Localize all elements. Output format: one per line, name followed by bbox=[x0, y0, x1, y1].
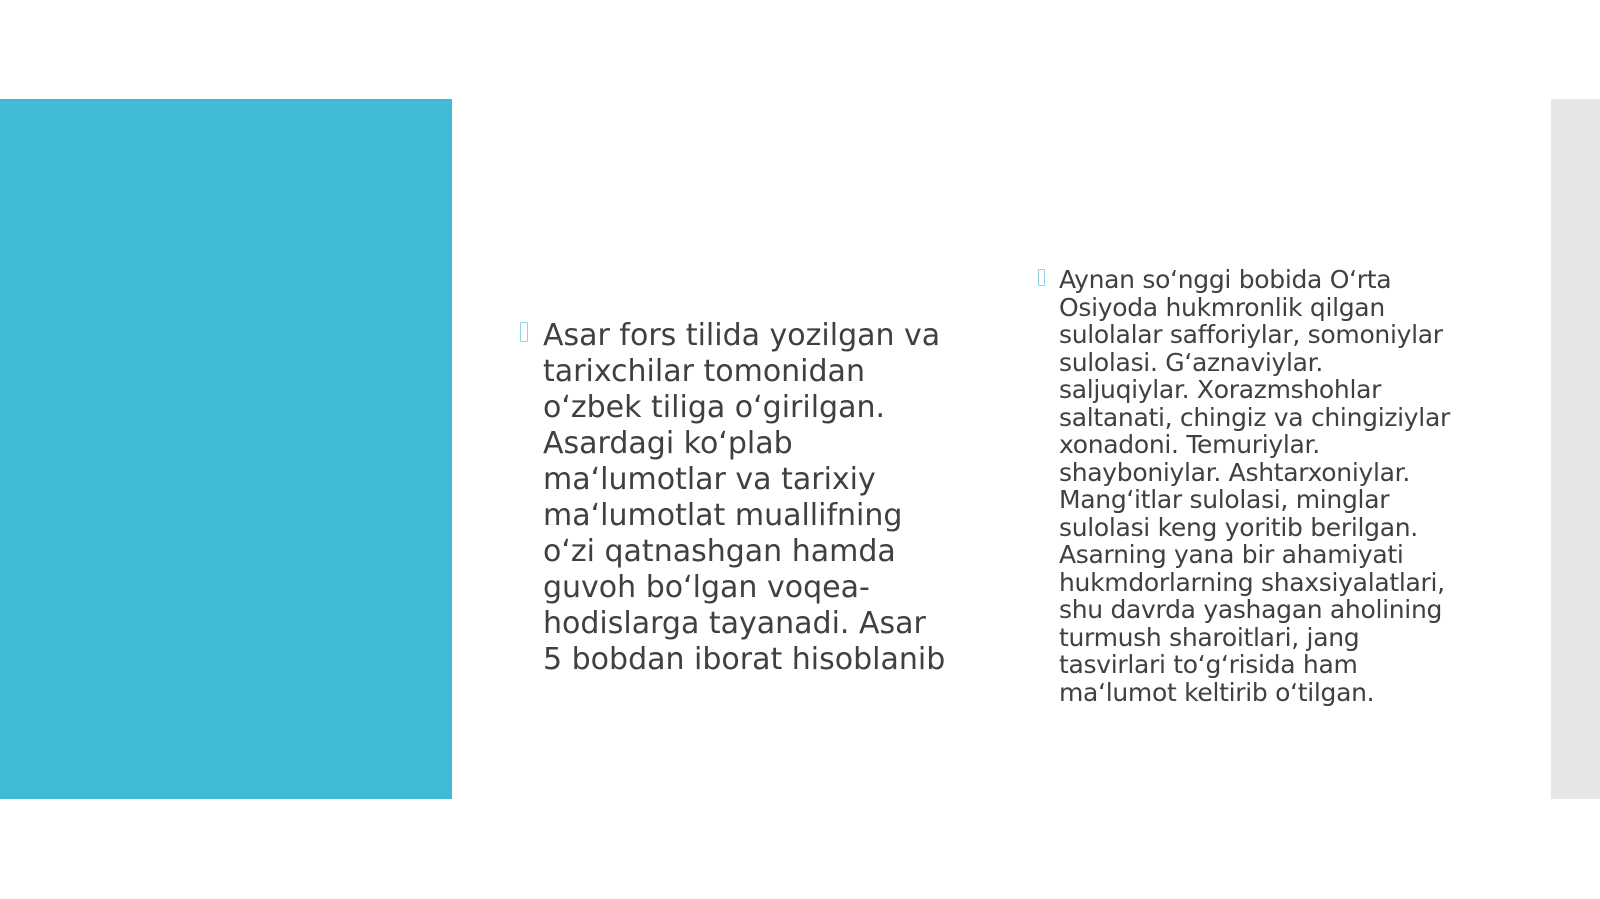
left-bullet-text: Asar fors tilida yozilgan va tarixchilar tomonidan oʻzbek tiliga oʻgirilgan. Asardagi koʻplab maʻlumotlar va tarixiy maʻlumotlat muallifning oʻzi qatnashgan hamda guvoh boʻlgan voqea-hodislarga tayanadi. Asar 5 bobdan iborat hisoblanib bbox=[543, 318, 946, 677]
accent-panel bbox=[0, 99, 452, 799]
left-text-block bbox=[520, 318, 950, 678]
square-outline-bullet-icon bbox=[1038, 269, 1045, 286]
square-outline-bullet-icon bbox=[520, 322, 528, 342]
right-bullet-text: Aynan soʻnggi bobida Oʻrta Osiyoda hukmronlik qilgan sulolalar safforiylar, somoniylar sulolasi. Gʻaznaviylar. saljuqiylar. Xorazmshohlar saltanati, chingiz va chingiziylar xonadoni. Temuriylar. shayboniylar. Ashtarxoniylar. Mangʻitlar sulolasi, minglar sulolasi keng yoritib berilgan. Asarning yana bir ahamiyati hukmdorlarning shaxsiyalatlari, shu davrda yashagan aholining turmush sharoitlari, jang tasvirlari toʻgʻrisida ham maʻlumot keltirib oʻtilgan. bbox=[1059, 265, 1450, 707]
side-strip bbox=[1551, 99, 1600, 799]
right-text-block bbox=[1038, 266, 1458, 706]
